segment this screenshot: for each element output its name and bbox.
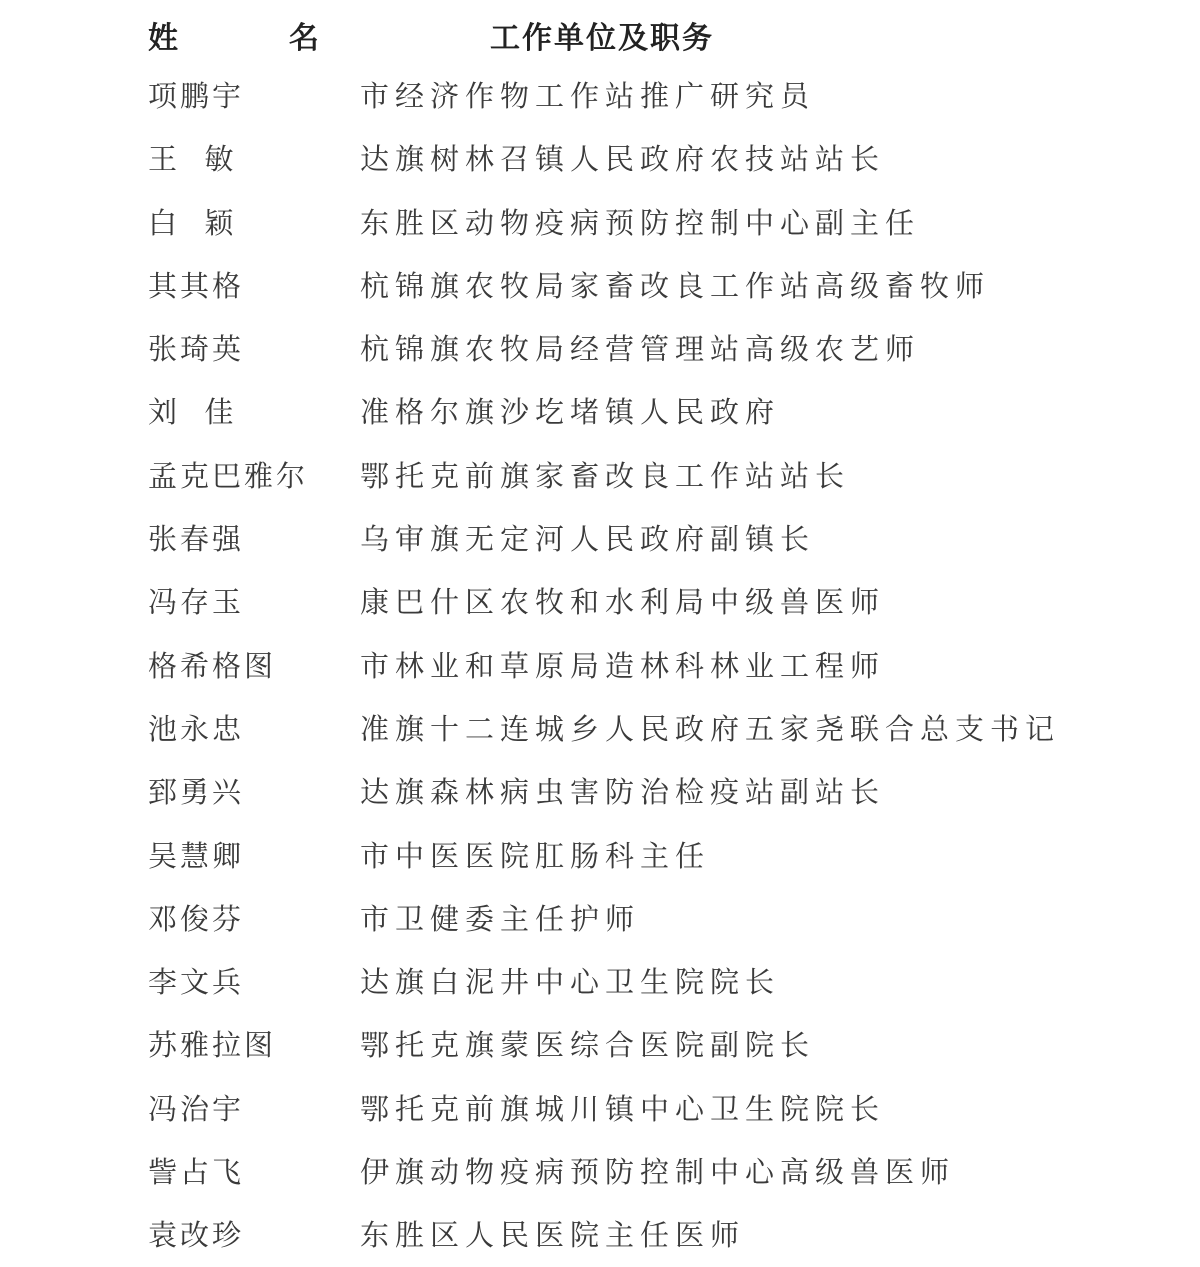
table-row [0, 191, 1200, 254]
person-unit: 市中医医院肛肠科主任 [360, 838, 711, 873]
person-name: 张春强 [148, 522, 245, 557]
person-name: 郅勇兴 [148, 775, 245, 810]
table-row [0, 697, 1200, 760]
table-row [0, 1013, 1200, 1076]
table-row [0, 127, 1200, 190]
person-name: 吴慧卿 [148, 838, 245, 873]
person-unit: 市林业和草原局造林科林业工程师 [360, 648, 886, 683]
person-unit: 鄂托克前旗城川镇中心卫生院院长 [360, 1091, 886, 1126]
person-unit: 杭锦旗农牧局经营管理站高级农艺师 [360, 332, 921, 367]
person-unit: 达旗白泥井中心卫生院院长 [360, 965, 781, 1000]
table-row [0, 570, 1200, 633]
person-unit: 东胜区动物疫病预防控制中心副主任 [360, 205, 921, 240]
person-name: 冯治宇 [148, 1091, 245, 1126]
table-header [0, 14, 1200, 64]
person-name: 其其格 [148, 268, 245, 303]
table-body [0, 64, 1200, 1267]
table-row [0, 824, 1200, 887]
header-name-label: 姓 名 [148, 21, 349, 56]
table-row [0, 1140, 1200, 1203]
person-unit: 达旗森林病虫害防治检疫站副站长 [360, 775, 886, 810]
person-name: 冯存玉 [148, 585, 245, 620]
person-name: 邓俊芬 [148, 901, 245, 936]
table-row [0, 254, 1200, 317]
person-name: 白 颖 [148, 205, 237, 240]
person-name: 李文兵 [148, 965, 245, 1000]
person-unit: 市经济作物工作站推广研究员 [360, 79, 816, 113]
person-name: 项鹏宇 [148, 79, 245, 113]
table-row [0, 950, 1200, 1013]
person-unit: 准旗十二连城乡人民政府五家尧联合总支书记 [360, 711, 1061, 746]
person-name: 池永忠 [148, 711, 245, 746]
person-unit: 鄂托克旗蒙医综合医院副院长 [360, 1028, 816, 1063]
person-unit: 达旗树林召镇人民政府农技站站长 [360, 142, 886, 177]
person-unit: 准格尔旗沙圪堵镇人民政府 [360, 395, 781, 430]
person-unit: 东胜区人民医院主任医师 [360, 1218, 746, 1253]
person-unit: 杭锦旗农牧局家畜改良工作站高级畜牧师 [360, 268, 991, 303]
person-unit: 康巴什区农牧和水利局中级兽医师 [360, 585, 886, 620]
person-name: 格希格图 [148, 648, 277, 683]
table-row [0, 1077, 1200, 1140]
table-row [0, 317, 1200, 380]
table-row [0, 634, 1200, 697]
table-row [0, 1203, 1200, 1266]
table-row [0, 64, 1200, 127]
person-unit: 市卫健委主任护师 [360, 901, 641, 936]
person-unit: 鄂托克前旗家畜改良工作站站长 [360, 458, 851, 493]
person-unit: 伊旗动物疫病预防控制中心高级兽医师 [360, 1155, 956, 1190]
person-name: 王 敏 [148, 142, 237, 177]
table-row [0, 444, 1200, 507]
person-name: 张琦英 [148, 332, 245, 367]
person-unit: 乌审旗无定河人民政府副镇长 [360, 522, 816, 557]
person-name: 苏雅拉图 [148, 1028, 277, 1063]
table-row [0, 507, 1200, 570]
person-name: 袁改珍 [148, 1218, 245, 1253]
person-name: 訾占飞 [148, 1155, 245, 1190]
table-row [0, 887, 1200, 950]
table-row [0, 380, 1200, 443]
person-name: 孟克巴雅尔 [148, 458, 309, 493]
person-name: 刘 佳 [148, 395, 237, 430]
table-row [0, 760, 1200, 823]
header-unit-label: 工作单位及职务 [490, 21, 714, 56]
